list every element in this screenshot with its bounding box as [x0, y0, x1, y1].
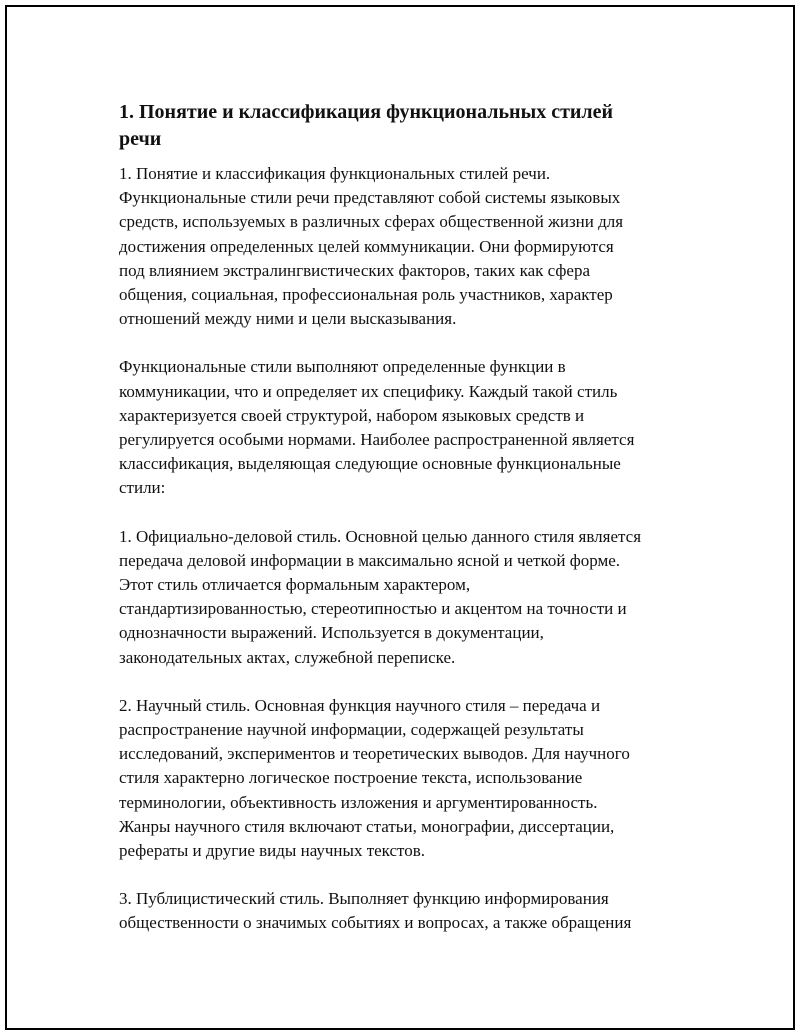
text-line: законодательных актах, служебной переписке.: [119, 647, 456, 667]
text-line: характеризуется своей структурой, набором языковых средств и: [119, 405, 585, 425]
text-line: под влиянием экстралингвистических факторов, таких как сфера: [119, 260, 591, 280]
text-line: общественности о значимых событиях и вопросах, а также обращения: [119, 913, 632, 933]
text-line: Функциональные стили речи представляют собой системы языковых: [119, 188, 621, 208]
text-line: 3. Публицистический стиль. Выполняет функцию информирования: [119, 889, 609, 909]
text-line: 2. Научный стиль. Основная функция научного стиля – передача и: [119, 695, 601, 715]
text-line: общения, социальная, профессиональная роль участников, характер: [119, 285, 613, 305]
text-line: 1. Понятие и классификация функциональных стилей речи.: [119, 164, 551, 183]
text-line: классификация, выделяющая следующие основные функциональные: [119, 454, 621, 474]
text-line: Функциональные стили выполняют определенные функции в: [119, 357, 566, 377]
document-page: [5, 5, 795, 1030]
text-line: регулируется особыми нормами. Наиболее распространенной является: [119, 430, 635, 450]
text-line: 1. Официально-деловой стиль. Основной целью данного стиля является: [119, 526, 642, 546]
document-title: [119, 99, 699, 153]
document-body: [119, 99, 699, 960]
text-line: достижения определенных целей коммуникации. Они формируются: [119, 236, 614, 256]
text-line: рефераты и другие виды научных текстов.: [119, 841, 426, 861]
text-line: распространение научной информации, содержащей результаты: [119, 720, 584, 740]
paragraph-intro: [119, 162, 699, 331]
paragraph-functions: [119, 355, 699, 500]
title-line: речи: [119, 128, 162, 150]
text-line: стиля характерно логическое построение текста, использование: [119, 768, 583, 788]
paragraph-publicistic-style: [119, 887, 699, 935]
text-line: отношений между ними и цели высказывания.: [119, 309, 457, 329]
text-line: средств, используемых в различных сферах общественной жизни для: [119, 212, 624, 232]
paragraph-official-style: [119, 525, 699, 670]
text-line: однозначности выражений. Используется в документации,: [119, 623, 544, 643]
text-line: стили:: [119, 478, 166, 498]
text-line: терминологии, объективность изложения и аргументированность.: [119, 792, 598, 812]
text-line: стандартизированностью, стереотипностью и акцентом на точности и: [119, 599, 627, 619]
text-line: передача деловой информации в максимально ясной и четкой форме.: [119, 550, 621, 570]
title-line: 1. Понятие и классификация функциональных стилей: [119, 101, 614, 123]
paragraph-scientific-style: [119, 694, 699, 863]
text-line: Этот стиль отличается формальным характером,: [119, 575, 471, 595]
text-line: Жанры научного стиля включают статьи, монографии, диссертации,: [119, 816, 615, 836]
text-line: коммуникации, что и определяет их специфику. Каждый такой стиль: [119, 381, 618, 401]
text-line: исследований, экспериментов и теоретических выводов. Для научного: [119, 744, 630, 764]
